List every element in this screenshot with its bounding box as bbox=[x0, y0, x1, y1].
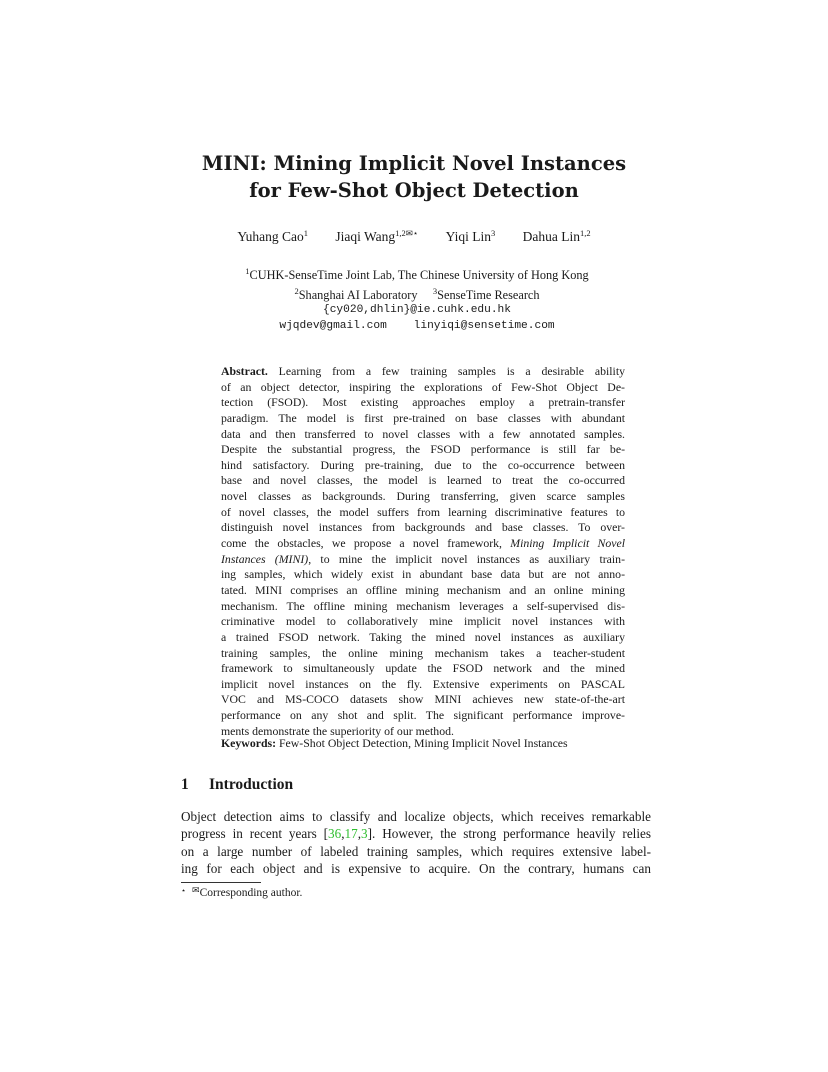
section-heading bbox=[181, 776, 293, 794]
abstract-line: training samples, the online mining mechanism takes a teacher-student bbox=[221, 645, 625, 660]
abstract-line: ing samples, which widely exist in abundant base data but are not anno- bbox=[221, 567, 625, 582]
abstract-line: tated. MINI comprises an offline mining mechanism and an online mining bbox=[221, 582, 625, 597]
footnote bbox=[181, 885, 302, 899]
author-list bbox=[0, 228, 828, 245]
abstract-line: data and then transferred to novel classes with a few annotated samples. bbox=[221, 426, 625, 441]
intro-line: on a large number of labeled training samples, which requires extensive label- bbox=[181, 843, 651, 859]
footnote-text: Corresponding author. bbox=[199, 887, 303, 899]
citation-link[interactable]: 17 bbox=[344, 826, 358, 842]
keywords-text: Few-Shot Object Detection, Mining Implicit Novel Instances bbox=[276, 736, 568, 750]
abstract-line: of an object detector, inspiring the explorations of Few-Shot Object De- bbox=[221, 379, 625, 394]
intro-line: ing for each object and is expensive to acquire. On the contrary, humans can bbox=[181, 861, 651, 877]
abstract-line: framework to simultaneously update the FSOD network and the mined bbox=[221, 661, 625, 676]
intro-line: Object detection aims to classify and localize objects, which receives remarkable bbox=[181, 809, 651, 824]
keywords-label: Keywords: bbox=[221, 736, 277, 750]
abstract-line: distinguish novel instances from backgrounds and base classes. To over- bbox=[221, 520, 625, 535]
abstract-line: implicit novel instances on the fly. Extensive experiments on PASCAL bbox=[221, 676, 625, 691]
author-4: Dahua Lin$^{1,2}$ bbox=[522, 228, 591, 244]
email-2-3: wjqdev@gmail.com linyiqi@sensetime.com bbox=[279, 319, 555, 332]
citation-link[interactable]: 3 bbox=[361, 826, 368, 842]
intro-paragraph bbox=[181, 808, 651, 878]
abstract-line: performance on any shot and split. The significant performance improve- bbox=[221, 708, 625, 723]
abstract-line: Despite the substantial progress, the FSOD performance is still far be- bbox=[221, 442, 625, 457]
title-line-2: for Few-Shot Object Detection bbox=[249, 179, 579, 202]
title-line-1: MINI: Mining Implicit Novel Instances bbox=[201, 152, 627, 175]
abstract-line: criminative model to collaboratively mine implicit novel instances with bbox=[221, 614, 625, 629]
abstract-line: base and novel classes, the model is learned to treat the co-occurred bbox=[221, 473, 625, 488]
abstract-line: paradigm. The model is first pre-trained on base classes with abundant bbox=[221, 410, 625, 425]
abstract bbox=[221, 364, 625, 739]
author-3: Yiqi Lin$^3$ bbox=[445, 228, 496, 244]
abstract-line: mechanism. The offline mining mechanism leverages a self-supervised dis- bbox=[221, 598, 625, 613]
abstract-line: tection (FSOD). Most existing approaches employ a pretrain-transfer bbox=[221, 395, 625, 410]
author-2: Jiaqi Wang$^{1,2✉⋆}$ bbox=[335, 228, 419, 244]
abstract-line: ments demonstrate the superiority of our method. bbox=[221, 723, 454, 738]
affiliations bbox=[0, 264, 828, 334]
abstract-line: hind satisfactory. During pre-training, due to the co-occurrence between bbox=[221, 457, 625, 472]
abstract-line: a trained FSOD network. Taking the mined novel instances as auxiliary bbox=[221, 629, 625, 644]
intro-line: progress in recent years [36,17,3]. However, the strong performance heavily relies bbox=[181, 826, 651, 842]
author-1: Yuhang Cao$^1$ bbox=[237, 228, 308, 244]
abstract-line: Abstract. Learning from a few training samples is a desirable ability bbox=[221, 364, 625, 378]
email-1: {cy020,dhlin}@ie.cuhk.edu.hk bbox=[323, 304, 511, 316]
abstract-line: VOC and MS-COCO datasets show MINI achieves new state-of-the-art bbox=[221, 692, 625, 707]
abstract-label: Abstract. bbox=[221, 364, 268, 378]
section-number: 1 bbox=[181, 776, 189, 793]
abstract-line: come the obstacles, we propose a novel framework, Mining Implicit Novel bbox=[221, 536, 625, 551]
citation-link[interactable]: 36 bbox=[328, 826, 342, 842]
affiliation-2-3: $^2$Shanghai AI Laboratory $^3$SenseTime Research bbox=[294, 285, 540, 302]
section-title: Introduction bbox=[209, 776, 294, 793]
envelope-icon: ✉ bbox=[192, 885, 200, 895]
footnote-rule bbox=[181, 882, 261, 883]
keywords bbox=[221, 736, 568, 751]
abstract-line: Instances (MINI), to mine the implicit novel instances as auxiliary train- bbox=[221, 551, 625, 566]
paper-title bbox=[0, 150, 828, 204]
abstract-line: novel classes as backgrounds. During transferring, given scarce samples bbox=[221, 489, 625, 504]
abstract-line: of novel classes, the model suffers from learning discriminative features to bbox=[221, 504, 625, 519]
footnote-mark: ⋆ bbox=[181, 886, 187, 895]
affiliation-1: $^1$CUHK-SenseTime Joint Lab, The Chinese University of Hong Kong bbox=[245, 266, 589, 282]
